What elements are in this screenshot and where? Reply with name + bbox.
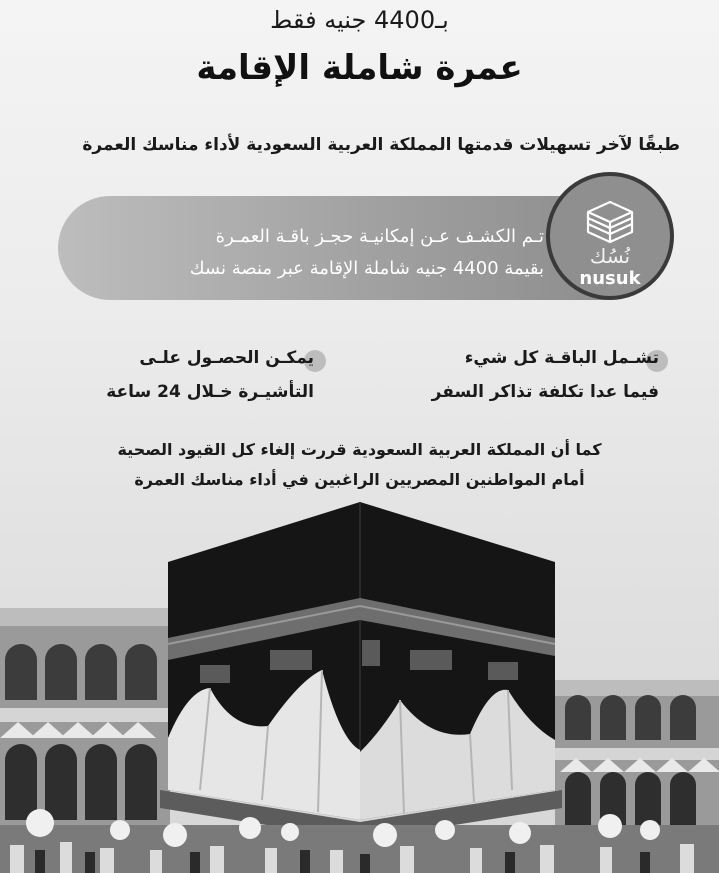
feature-left-line-1: يمكـن الحصـول علـى [139,348,314,368]
banner-line-1: تـم الكشـف عـن إمكانيـة حجـز باقـة العمـرة [215,226,544,247]
nusuk-logo [546,172,674,300]
note-line-1: كما أن المملكة العربية السعودية قررت إلغاء كل القيود الصحية [117,440,602,459]
banner-line-2: بقيمة 4400 جنيه شاملة الإقامة عبر منصة نسك [189,258,544,279]
kaaba-photo [0,490,719,873]
logo-arabic-text: نُسُك [589,244,631,268]
feature-right-line-1: تشـمل الباقـة كل شيء [464,348,659,368]
nusuk-kaaba-icon [580,196,640,248]
poster-title: عمرة شاملة الإقامة [196,48,523,88]
feature-right-line-2: فيما عدا تكلفة تذاكر السفر [431,382,659,402]
kaaba [160,502,562,840]
note-line-2: أمام المواطنين المصريين الراغبين في أداء مناسك العمرة [134,470,585,489]
feature-left-line-2: التأشيـرة خـلال 24 ساعة [106,382,314,402]
price-line: بـ4400 جنيه فقط [270,6,449,34]
intro-text: طبقًا لآخر تسهيلات قدمتها المملكة العربية السعودية لأداء مناسك العمرة [82,135,680,155]
logo-english-text: nusuk [579,268,641,289]
